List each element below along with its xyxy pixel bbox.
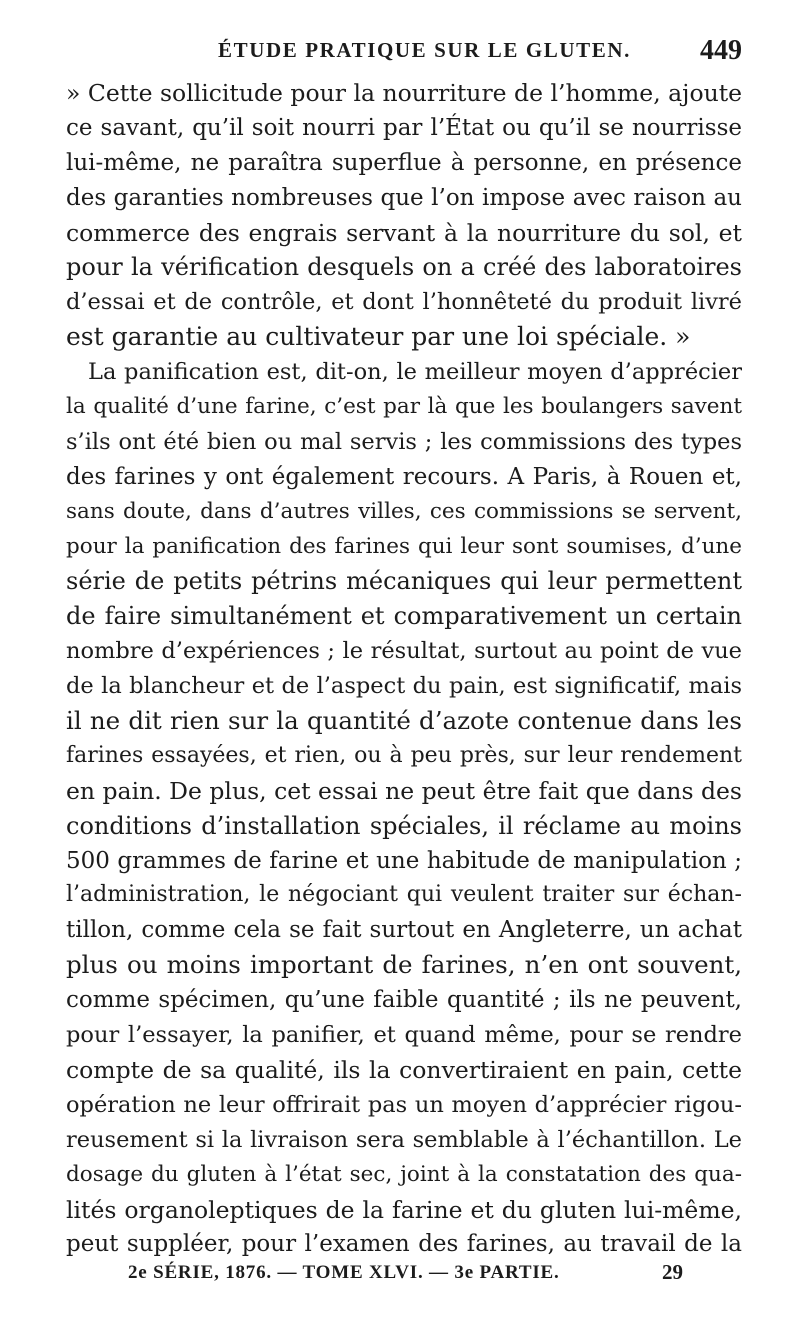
text-line: » Cette sollicitude pour la nourriture de l’homme, ajoute <box>66 79 742 107</box>
text-line: des garanties nombreuses que l’on impose avec raison au <box>66 184 742 211</box>
text-line: de la blancheur et de l’aspect du pain, est significatif, mais <box>66 673 742 700</box>
text-line: s’ils ont été bien ou mal servis ; les commissions des types <box>66 428 742 455</box>
page-footer <box>66 1262 742 1292</box>
text-line: nombre d’expériences ; le résultat, surtout au point de vue <box>66 638 742 665</box>
text-line: commerce des engrais servant à la nourriture du sol, et <box>66 218 742 247</box>
page-number: 449 <box>700 35 742 66</box>
text-line: dosage du gluten à l’état sec, joint à la constatation des qua- <box>66 1161 742 1187</box>
text-line: peut suppléer, pour l’examen des farines, au travail de la <box>66 1231 742 1258</box>
text-line: farines essayées, et rien, ou à peu près, sur leur rendement <box>66 742 742 768</box>
footer-sheet-number: 29 <box>662 1260 683 1284</box>
text-line: ce savant, qu’il soit nourri par l’État ou qu’il se nourrisse <box>66 114 742 141</box>
footer-signature: 2e SÉRIE, 1876. — TOME XLVI. — 3e PARTIE. <box>128 1262 560 1283</box>
text-line: sans doute, dans d’autres villes, ces commissions se servent, <box>66 498 742 524</box>
text-line: d’essai et de contrôle, et dont l’honnêteté du produit livré <box>66 289 742 316</box>
text-line: La panification est, dit-on, le meilleur moyen d’apprécier <box>88 359 742 386</box>
text-line: est garantie au cultivateur par une loi spéciale. » <box>66 322 691 352</box>
running-head <box>66 35 742 68</box>
text-line: tillon, comme cela se fait surtout en Angleterre, un achat <box>66 917 742 944</box>
running-title: ÉTUDE PRATIQUE SUR LE GLUTEN. <box>218 38 631 62</box>
text-line: pour la panification des farines qui leur sont soumises, d’une <box>66 533 742 559</box>
text-line: conditions d’installation spéciales, il réclame au moins <box>66 811 742 840</box>
text-line: pour l’essayer, la panifier, et quand même, pour se rendre <box>66 1022 742 1049</box>
text-line: la qualité d’une farine, c’est par là que les boulangers savent <box>66 394 742 420</box>
text-line: plus ou moins important de farines, n’en ont souvent, <box>66 950 742 980</box>
text-line: l’administration, le négociant qui veulent traiter sur échan- <box>66 882 742 908</box>
text-line: en pain. De plus, cet essai ne peut être fait que dans des <box>66 776 742 805</box>
body-text <box>66 76 742 1262</box>
text-line: pour la vérification desquels on a créé des laboratoires <box>66 253 742 282</box>
text-line: de faire simultanément et comparativement un certain <box>66 602 742 631</box>
text-line: il ne dit rien sur la quantité d’azote contenue dans les <box>66 706 742 736</box>
text-line: 500 grammes de farine et une habitude de manipulation ; <box>66 847 742 874</box>
text-line: comme spécimen, qu’une faible quantité ; ils ne peuvent, <box>66 987 742 1014</box>
text-line: opération ne leur offrirait pas un moyen d’apprécier rigou- <box>66 1091 742 1118</box>
text-line: reusement si la livraison sera semblable à l’échantillon. Le <box>66 1126 742 1153</box>
text-line: des farines y ont également recours. A Paris, à Rouen et, <box>66 463 742 490</box>
text-line: série de petits pétrins mécaniques qui leur permettent <box>66 567 742 596</box>
text-line: compte de sa qualité, ils la convertiraient en pain, cette <box>66 1055 742 1084</box>
text-line: lui-même, ne paraîtra superflue à personne, en présence <box>66 149 742 176</box>
text-line: lités organoleptiques de la farine et du gluten lui-même, <box>66 1195 742 1224</box>
